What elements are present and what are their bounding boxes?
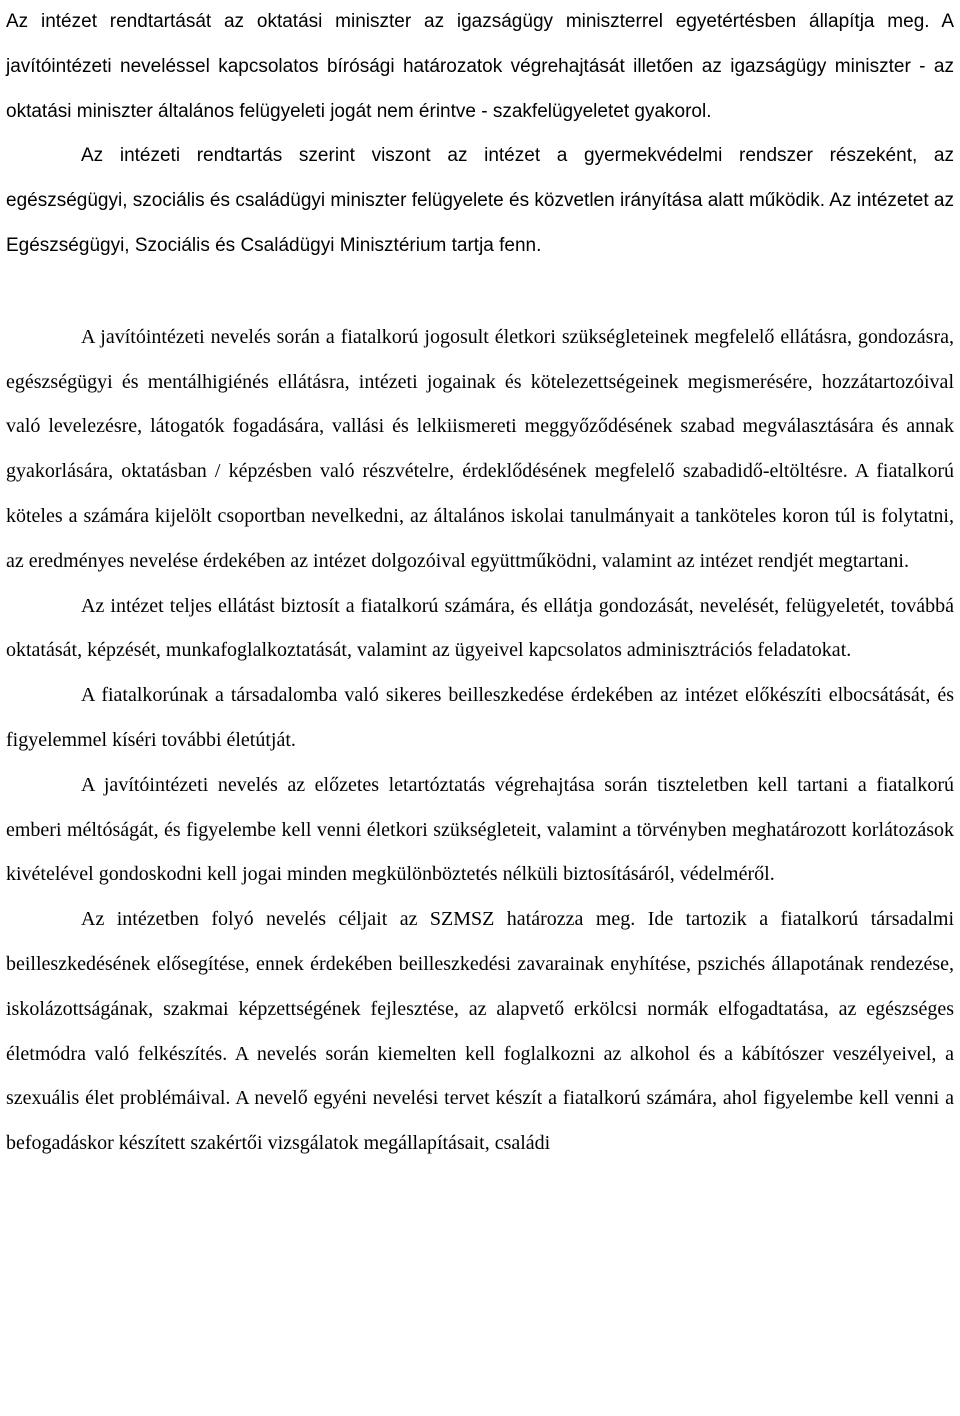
paragraph-2: Az intézeti rendtartás szerint viszont az intézet a gyermekvédelmi rendszer részeként, az egészségügyi, szociális és családügyi miniszter felügyelete és közvetlen irányítása alatt működik. Az intézetet az Egészségügyi, Szociális és Családügyi Minisztérium tartja fenn. <box>6 145 954 256</box>
paragraph-5: A fiatalkorúnak a társadalomba való sikeres beilleszkedése érdekében az intézet előkészíti elbocsátását, és figyelemmel kíséri további életútját. <box>6 684 954 751</box>
paragraph-3: A javítóintézeti nevelés során a fiatalkorú jogosult életkori szükségleteinek megfelelő ellátásra, gondozásra, egészségügyi és mentálhigiénés ellátásra, intézeti jogainak és kötelezettségeinek megismerésére, hozzátartozóival való levelezésre, látogatók fogadására, vallási és lelkiismereti meggyőződésének szabad megválasztására és annak gyakorlására, oktatásban / képzésben való részvételre, érdeklődésének megfelelő szabadidő-eltöltésre. A fiatalkorú köteles a számára kijelölt csoportban nevelkedni, az általános iskolai tanulmányait a tanköteles koron túl is folytatni, az eredményes nevelése érdekében az intézet dolgozóival együttműködni, valamint az intézet rendjét megtartani. <box>6 325 954 572</box>
document-page <box>6 0 954 1166</box>
paragraph-7: Az intézetben folyó nevelés céljait az SZMSZ határozza meg. Ide tartozik a fiatalkorú társadalmi beilleszkedésének elősegítése, ennek érdekében beilleszkedési zavarainak enyhítése, pszichés állapotának rendezése, iskolázottságának, szakmai képzettségének fejlesztése, az alapvető erkölcsi normák elfogadtatása, az egészséges életmódra való felkészítés. A nevelés során kiemelten kell foglalkozni az alkohol és a kábítószer veszélyeivel, a szexuális élet problémáival. A nevelő egyéni nevelési tervet készít a fiatalkorú számára, ahol figyelembe kell venni a befogadáskor készített szakértői vizsgálatok megállapításait, családi <box>6 908 954 1155</box>
paragraph-6: A javítóintézeti nevelés az előzetes letartóztatás végrehajtása során tiszteletben kell tartani a fiatalkorú emberi méltóságát, és figyelembe kell venni életkori szükségleteit, valamint a törvényben meghatározott korlátozások kivételével gondoskodni kell jogai minden megkülönböztetés nélküli biztosításáról, védelméről. <box>6 773 954 886</box>
paragraph-1: Az intézet rendtartását az oktatási miniszter az igazságügy miniszterrel egyetértésben állapítja meg. A javítóintézeti neveléssel kapcsolatos bírósági határozatok végrehajtását illetően az igazságügy miniszter - az oktatási miniszter általános felügyeleti jogát nem érintve - szakfelügyeletet gyakorol. <box>6 11 954 122</box>
paragraph-4: Az intézet teljes ellátást biztosít a fiatalkorú számára, és ellátja gondozását, nevelését, felügyeletét, továbbá oktatását, képzését, munkafoglalkoztatását, valamint az ügyeivel kapcsolatos adminisztrációs feladatokat. <box>6 594 954 662</box>
